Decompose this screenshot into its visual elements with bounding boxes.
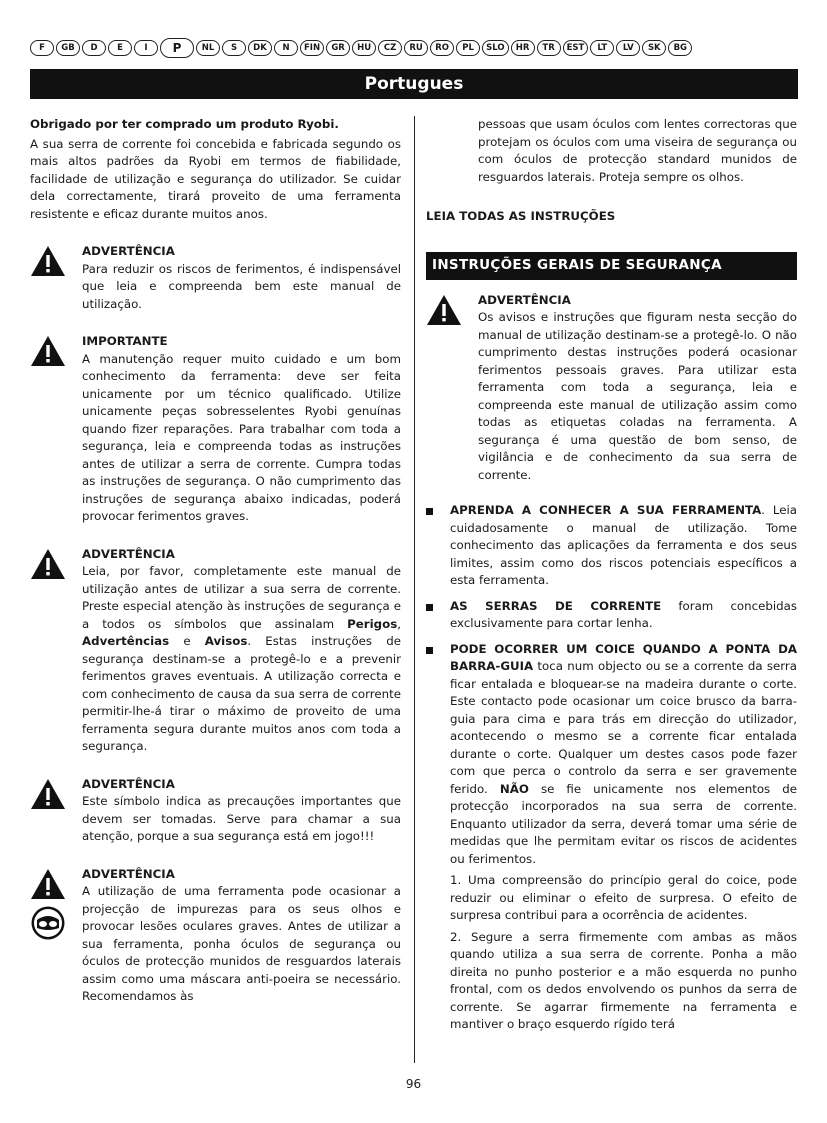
- bullet-square-icon: [426, 604, 433, 611]
- intro-title: Obrigado por ter comprado um produto Ryobi.: [30, 117, 339, 131]
- warning-triangle-icon: [30, 548, 66, 580]
- column-divider: [414, 116, 415, 1063]
- warning-text: A utilização de uma ferramenta pode ocasionar a projecção de impurezas para os seus olhos e provocar lesões oculares graves. Antes de utilizar a sua ferramenta, ponha óculos de segurança ou óculos de protecção munidos de resguardos laterais assim como uma máscara anti-poeira se necessário. Recomendamos às: [82, 884, 401, 1003]
- lang-lt[interactable]: LT: [590, 40, 614, 56]
- lang-fin[interactable]: FIN: [300, 40, 324, 56]
- term-perigos: Perigos: [347, 616, 398, 631]
- lang-ru[interactable]: RU: [404, 40, 428, 56]
- warning-title: ADVERTÊNCIA: [82, 866, 175, 881]
- warning-title: ADVERTÊNCIA: [478, 292, 571, 307]
- warning-triangle-icon: [30, 335, 66, 367]
- lang-p-active[interactable]: P: [160, 38, 194, 58]
- general-warning-block: [426, 292, 797, 485]
- intro-text: A sua serra de corrente foi concebida e fabricada segundo os mais altos padrões da Ryobi em termos de fiabilidade, facilidade de utilização e segurança do utilizador. Se cuidar dela correctamente, tirará proveito de uma ferramenta resistente e eficaz durante muitos anos.: [30, 136, 401, 221]
- warning-block-3: [30, 776, 401, 846]
- list-item: PODE OCORRER UM COICE QUANDO A PONTA DA BARRA-GUIA toca num objecto ou se a corrente da serra ficar entalada e bloquear-se na madeira durante o corte. Este contacto pode ocasionar um coice brusco da barra-guia para cima e para trás em direcção do utilizador, acontecendo o mesmo se a corrente ficar entalada durante o corte. Qualquer um destes casos pode fazer com que perca o controlo da serra e ser gravemente ferido. NÃO se fie unicamente nos elementos de protecção incorporados na sua serra de corrente. Enquanto utilizador da serra, deverá tomar uma série de medidas que lhe permitam evitar os riscos de acidentes ou ferimentos.: [426, 641, 797, 869]
- sub-item: 1. Uma compreensão do princípio geral do coice, pode reduzir ou eliminar o efeito de surpresa. O efeito de surpresa contribui para a ocorrência de acidentes.: [450, 873, 797, 922]
- page-number: 96: [405, 1077, 422, 1091]
- warning-triangle-icon: [426, 294, 462, 326]
- warning-text: Leia, por favor, completamente este manual de utilização antes de utilizar a sua serra de corrente. Preste especial atenção às instruções de segurança e a todos os símbolos que assinalam Perigos, Advertências e Avisos. Estas instruções de segurança destinam-se a protegê-lo e a prevenir ferimentos graves eventuais. A utilização correcta e com conhecimento de causa da sua serra de corrente permitir-lhe-á tirar o máximo de proveito de uma ferramenta segura durante muitos anos com toda a segurança.: [82, 564, 401, 753]
- warning-text: Os avisos e instruções que figuram nesta secção do manual de utilização destinam-se a protegê-lo. O não cumprimento destas instruções poderá ocasionar ferimentos pessoais graves. Para utilizar esta ferramenta com toda a segurança, leia e compreenda este manual de utilização assim como todas as etiquetas coladas na ferramenta. A segurança é uma questão de bom senso, de vigilância e de conhecimento da sua serra de corrente.: [478, 310, 797, 482]
- read-all-heading: LEIA TODAS AS INSTRUÇÕES: [426, 209, 616, 223]
- lang-lv[interactable]: LV: [616, 40, 640, 56]
- warning-block-4: [30, 866, 401, 1006]
- section-title-banner: INSTRUÇÕES GERAIS DE SEGURANÇA: [426, 252, 797, 280]
- lang-tr[interactable]: TR: [537, 40, 561, 56]
- lang-sk[interactable]: SK: [642, 40, 666, 56]
- term-advertencias: Advertências: [82, 634, 170, 648]
- bullet-square-icon: [426, 647, 433, 654]
- lang-cz[interactable]: CZ: [378, 40, 402, 56]
- warning-triangle-icon: [30, 245, 66, 277]
- continued-text: pessoas que usam óculos com lentes correctoras que protejam os óculos com uma viseira de segurança ou com óculos de protecção standard munidos de resguardos laterais. Proteja sempre os olhos.: [478, 117, 797, 184]
- warning-text: Este símbolo indica as precauções importantes que devem ser tomadas. Serve para chamar a sua atenção, porque a sua segurança está em jogo!!!: [82, 794, 401, 843]
- warning-title: ADVERTÊNCIA: [82, 244, 175, 258]
- term-avisos: Avisos: [204, 634, 248, 648]
- lang-e[interactable]: E: [108, 40, 132, 56]
- right-column: [426, 116, 797, 1034]
- list-item: AS SERRAS DE CORRENTE foram concebidas exclusivamente para cortar lenha.: [426, 598, 797, 633]
- lang-gb[interactable]: GB: [56, 40, 80, 56]
- lang-d[interactable]: D: [82, 40, 106, 56]
- lang-n[interactable]: N: [274, 40, 298, 56]
- page-title-banner: Portugues: [30, 69, 798, 99]
- language-selector: [30, 38, 798, 58]
- lang-bg[interactable]: BG: [668, 40, 692, 56]
- lang-ro[interactable]: RO: [430, 40, 454, 56]
- lang-gr[interactable]: GR: [326, 40, 350, 56]
- bullet-square-icon: [426, 508, 433, 515]
- warning-text: Para reduzir os riscos de ferimentos, é indispensável que leia e compreenda bem este manual de utilização.: [82, 261, 401, 311]
- lang-s[interactable]: S: [222, 40, 246, 56]
- lang-hu[interactable]: HU: [352, 40, 376, 56]
- warning-block-2: [30, 546, 401, 756]
- warning-block-1: [30, 243, 401, 313]
- left-column: [30, 116, 401, 1006]
- lang-slo[interactable]: SLO: [482, 40, 508, 56]
- lang-dk[interactable]: DK: [248, 40, 272, 56]
- warning-title: ADVERTÊNCIA: [82, 776, 175, 791]
- lang-est[interactable]: EST: [563, 40, 589, 56]
- important-block: [30, 333, 401, 526]
- important-text: A manutenção requer muito cuidado e um bom conhecimento da ferramenta: deve ser feita unicamente por um técnico qualificado. Utilize unicamente peças sobresselentes Ryobi genuínas quando fizer reparações. Para trabalhar com toda a segurança, leia e compreenda todas as instruções antes de utilizar a serra de corrente. Cumpra todas as instruções de segurança. O não cumprimento das instruções de segurança abaixo indicadas, poderá provocar ferimentos graves.: [82, 351, 401, 523]
- warning-triangle-icon: [30, 778, 66, 810]
- list-item: APRENDA A CONHECER A SUA FERRAMENTA. Leia cuidadosamente o manual de utilização. Tome conhecimento das aplicações da ferramenta e dos seus limites, assim como dos riscos potenciais específicos a esta ferramenta.: [426, 502, 797, 590]
- safety-goggles-icon: [31, 906, 65, 940]
- warning-title: ADVERTÊNCIA: [82, 546, 175, 561]
- lang-i[interactable]: I: [134, 40, 158, 56]
- important-title: IMPORTANTE: [82, 334, 168, 348]
- warning-triangle-icon: [30, 868, 66, 900]
- lang-hr[interactable]: HR: [511, 40, 535, 56]
- sub-item: 2. Segure a serra firmemente com ambas as mãos quando utiliza a sua serra de corrente. Ponha a mão direita no punho posterior e a mão esquerda no punho frontal, com os dedos envolvendo os punhos da serra de corrente. Se agarrar firmemente na ferramenta e mantiver o braço esquerdo rígido terá: [450, 929, 797, 1031]
- lang-nl[interactable]: NL: [196, 40, 220, 56]
- lang-f[interactable]: F: [30, 40, 54, 56]
- lang-pl[interactable]: PL: [456, 40, 480, 56]
